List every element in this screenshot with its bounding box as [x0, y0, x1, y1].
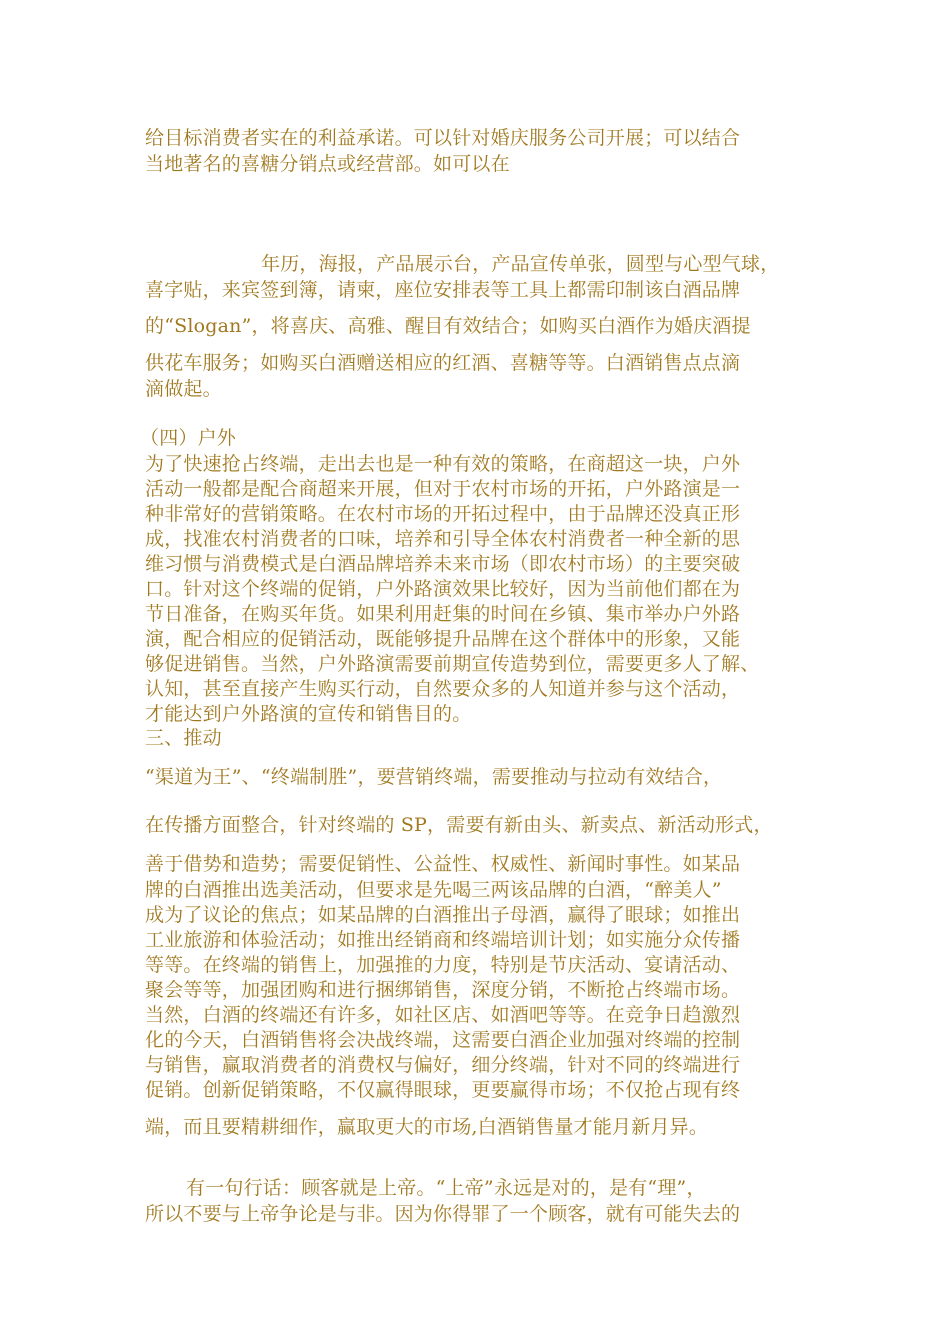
- text-line: 所以不要与上帝争论是与非。因为你得罪了一个顾客，就有可能失去的: [145, 1203, 741, 1225]
- text-line: 等等。在终端的销售上，加强推的力度，特别是节庆活动、宴请活动、: [145, 954, 741, 976]
- text-line: 维习惯与消费模式是白酒品牌培养未来市场（即农村市场）的主要突破: [145, 553, 741, 575]
- text-line: 演，配合相应的促销活动，既能够提升品牌在这个群体中的形象，又能: [145, 628, 741, 650]
- text-line: 种非常好的营销策略。在农村市场的开拓过程中，由于品牌还没真正形: [145, 503, 741, 525]
- text-line: 工业旅游和体验活动；如推出经销商和终端培训计划；如实施分众传播: [145, 929, 741, 951]
- text-line: 喜字贴，来宾签到簿，请柬，座位安排表等工具上都需印制该白酒品牌: [145, 279, 741, 301]
- text-line: 口。针对这个终端的促销，户外路演效果比较好，因为当前他们都在为: [145, 578, 741, 600]
- text-line: 认知，甚至直接产生购买行动，自然要众多的人知道并参与这个活动，: [145, 678, 741, 700]
- text-line: 供花车服务；如购买白酒赠送相应的红酒、喜糖等等。白酒销售点点滴: [145, 352, 741, 374]
- text-line: 成为了议论的焦点；如某品牌的白酒推出子母酒，赢得了眼球；如推出: [145, 904, 741, 926]
- text-line: 化的今天，白酒销售将会决战终端，这需要白酒企业加强对终端的控制: [145, 1029, 741, 1051]
- text-line: 年历，海报，产品展示台，产品宣传单张，圆型与心型气球，: [261, 253, 780, 275]
- text-line: 促销。创新促销策略，不仅赢得眼球，更要赢得市场；不仅抢占现有终: [145, 1079, 741, 1101]
- text-line: 有一句行话：顾客就是上帝。“上帝”永远是对的，是有“理”，: [186, 1177, 706, 1199]
- text-line: “渠道为王”、“终端制胜”，要营销终端，需要推动与拉动有效结合，: [145, 766, 723, 788]
- text-line: 节日准备，在购买年货。如果利用赶集的时间在乡镇、集市举办户外路: [145, 603, 741, 625]
- text-line: 在传播方面整合，针对终端的 SP，需要有新由头、新卖点、新活动形式，: [145, 814, 773, 836]
- text-line: 够促进销售。当然，户外路演需要前期宣传造势到位，需要更多人了解、: [145, 653, 760, 675]
- text-line: 活动一般都是配合商超来开展，但对于农村市场的开拓，户外路演是一: [145, 478, 741, 500]
- section-heading: （四）户外: [140, 427, 237, 449]
- text-line: 当地著名的喜糖分销点或经营部。如可以在: [145, 153, 510, 175]
- text-line: 给目标消费者实在的利益承诺。可以针对婚庆服务公司开展；可以结合: [145, 127, 741, 149]
- text-line: 聚会等等，加强团购和进行捆绑销售，深度分销，不断抢占终端市场。: [145, 979, 741, 1001]
- text-line: 成，找准农村消费者的口味，培养和引导全体农村消费者一种全新的思: [145, 528, 741, 550]
- text-line: 端，而且要精耕细作，赢取更大的市场,白酒销售量才能月新月异。: [145, 1116, 709, 1138]
- text-line: 牌的白酒推出选美活动，但要求是先喝三两该品牌的白酒，“醉美人”: [145, 879, 722, 901]
- text-line: 善于借势和造势；需要促销性、公益性、权威性、新闻时事性。如某品: [145, 853, 741, 875]
- text-line: 才能达到户外路演的宣传和销售目的。: [145, 703, 472, 725]
- text-line: 的“Slogan”，将喜庆、高雅、醒目有效结合；如购买白酒作为婚庆酒提: [145, 315, 751, 337]
- section-heading: 三、推动: [145, 727, 222, 749]
- text-line: 为了快速抢占终端，走出去也是一种有效的策略，在商超这一块，户外: [145, 453, 741, 475]
- text-line: 滴做起。: [145, 378, 222, 400]
- text-line: 与销售，赢取消费者的消费权与偏好，细分终端，针对不同的终端进行: [145, 1054, 741, 1076]
- text-line: 当然，白酒的终端还有许多，如社区店、如酒吧等等。在竞争日趋激烈: [145, 1004, 741, 1026]
